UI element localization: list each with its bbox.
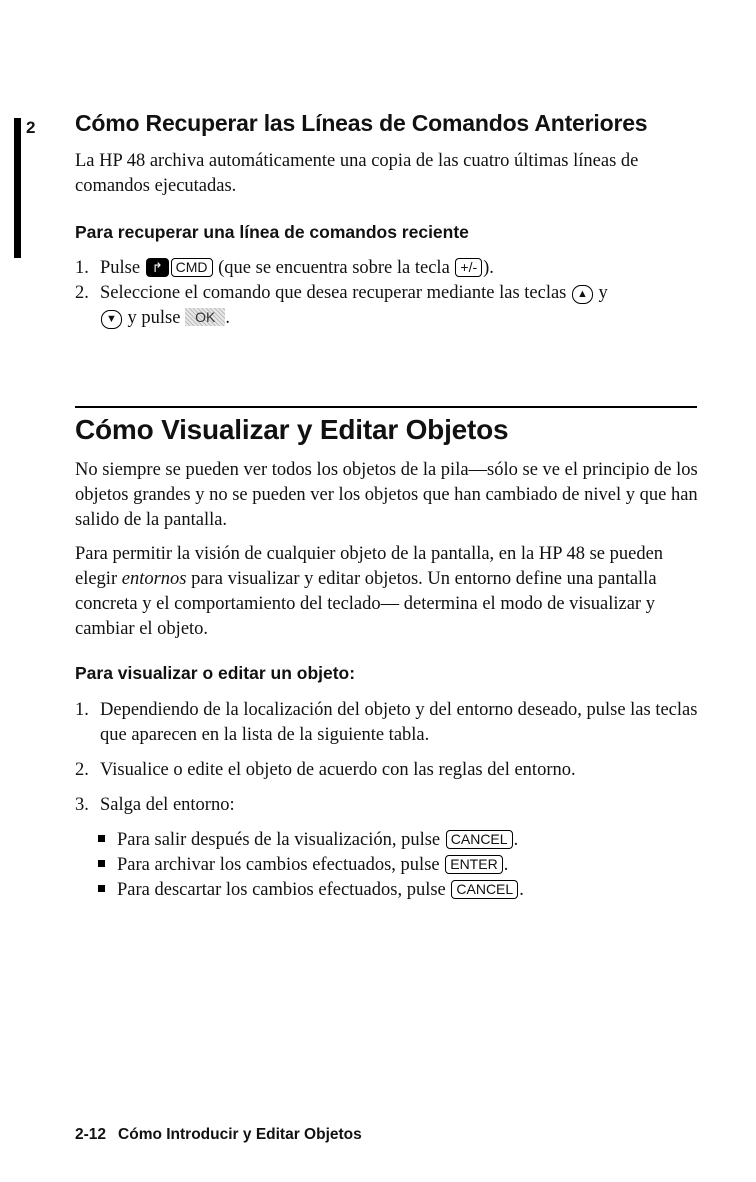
step-number: 2. bbox=[75, 760, 89, 780]
cancel-key: CANCEL bbox=[446, 830, 513, 849]
section1-title: Cómo Recuperar las Líneas de Comandos Anteriores bbox=[75, 110, 648, 136]
down-arrow-key: ▼ bbox=[101, 310, 122, 329]
para-text: Para permitir la visión de cualquier objeto de la pantalla, en la HP 48 se pueden elegir bbox=[75, 544, 664, 589]
up-arrow-key: ▲ bbox=[572, 285, 593, 304]
step-text: ). bbox=[483, 258, 494, 278]
section-divider bbox=[75, 406, 697, 408]
step-text: y bbox=[598, 283, 608, 303]
footer-title: Cómo Introducir y Editar Objetos bbox=[118, 1126, 362, 1143]
page-number: 2-12 bbox=[75, 1126, 107, 1143]
cmd-key: CMD bbox=[171, 258, 213, 277]
section1-subheading: Para recuperar una línea de comandos reciente bbox=[75, 222, 469, 242]
bullet-square-icon bbox=[98, 860, 105, 867]
bullet-text: Para descartar los cambios efectuados, pulse bbox=[117, 880, 446, 900]
step-text: Pulse bbox=[100, 258, 141, 278]
para-emphasis: entornos bbox=[121, 569, 187, 589]
bullet-text: . bbox=[503, 855, 509, 875]
cancel-key: CANCEL bbox=[451, 880, 518, 899]
section2-subheading: Para visualizar o editar un objeto: bbox=[75, 663, 356, 683]
bullet-text: . bbox=[519, 880, 524, 900]
step-number: 1. bbox=[75, 258, 89, 278]
bullet-item bbox=[98, 828, 518, 853]
ok-softkey: OK bbox=[185, 308, 225, 326]
chapter-bar bbox=[14, 118, 21, 258]
plus-minus-key: +/- bbox=[455, 258, 482, 277]
step-number: 3. bbox=[75, 795, 89, 815]
chapter-number: 2 bbox=[26, 118, 36, 137]
para-text: para visualizar y editar objetos. Un entorno define una pantalla concreta y el comportamiento del teclado— determina el modo de visualizar y cambiar el objeto. bbox=[75, 569, 657, 639]
bullet-item bbox=[98, 853, 508, 878]
step-text: Salga del entorno: bbox=[100, 795, 235, 815]
section1-intro: La HP 48 archiva automáticamente una copia de las cuatro últimas líneas de comandos ejecutadas. bbox=[75, 151, 639, 196]
step-text: Visualice o edite el objeto de acuerdo con las reglas del entorno. bbox=[100, 760, 576, 780]
bullet-item bbox=[98, 878, 524, 903]
step-text: (que se encuentra sobre la tecla bbox=[218, 258, 450, 278]
page-footer bbox=[75, 1126, 362, 1144]
bullet-text: Para salir después de la visualización, pulse bbox=[117, 830, 441, 850]
enter-key: ENTER bbox=[445, 855, 502, 874]
section2-para1: No siempre se pueden ver todos los objetos de la pila—sólo se ve el principio de los objetos grandes y no se pueden ver los objetos que han cambiado de nivel y que han salido de la pantalla. bbox=[75, 460, 698, 530]
step-text: . bbox=[225, 308, 230, 328]
bullet-square-icon bbox=[98, 885, 105, 892]
step-number: 2. bbox=[75, 283, 89, 303]
bullet-square-icon bbox=[98, 835, 105, 842]
step-text: Dependiendo de la localización del objeto y del entorno deseado, pulse las teclas que aparecen en la lista de la siguiente tabla. bbox=[100, 700, 698, 745]
step-number: 1. bbox=[75, 700, 89, 720]
section2-para2 bbox=[75, 542, 700, 642]
section2-title: Cómo Visualizar y Editar Objetos bbox=[75, 414, 509, 445]
step-text: y pulse bbox=[127, 308, 181, 328]
bullet-text: Para archivar los cambios efectuados, pulse bbox=[117, 855, 440, 875]
step-text: Seleccione el comando que desea recuperar mediante las teclas bbox=[100, 283, 567, 303]
right-shift-key: ↱ bbox=[146, 258, 169, 277]
bullet-text: . bbox=[513, 830, 519, 850]
